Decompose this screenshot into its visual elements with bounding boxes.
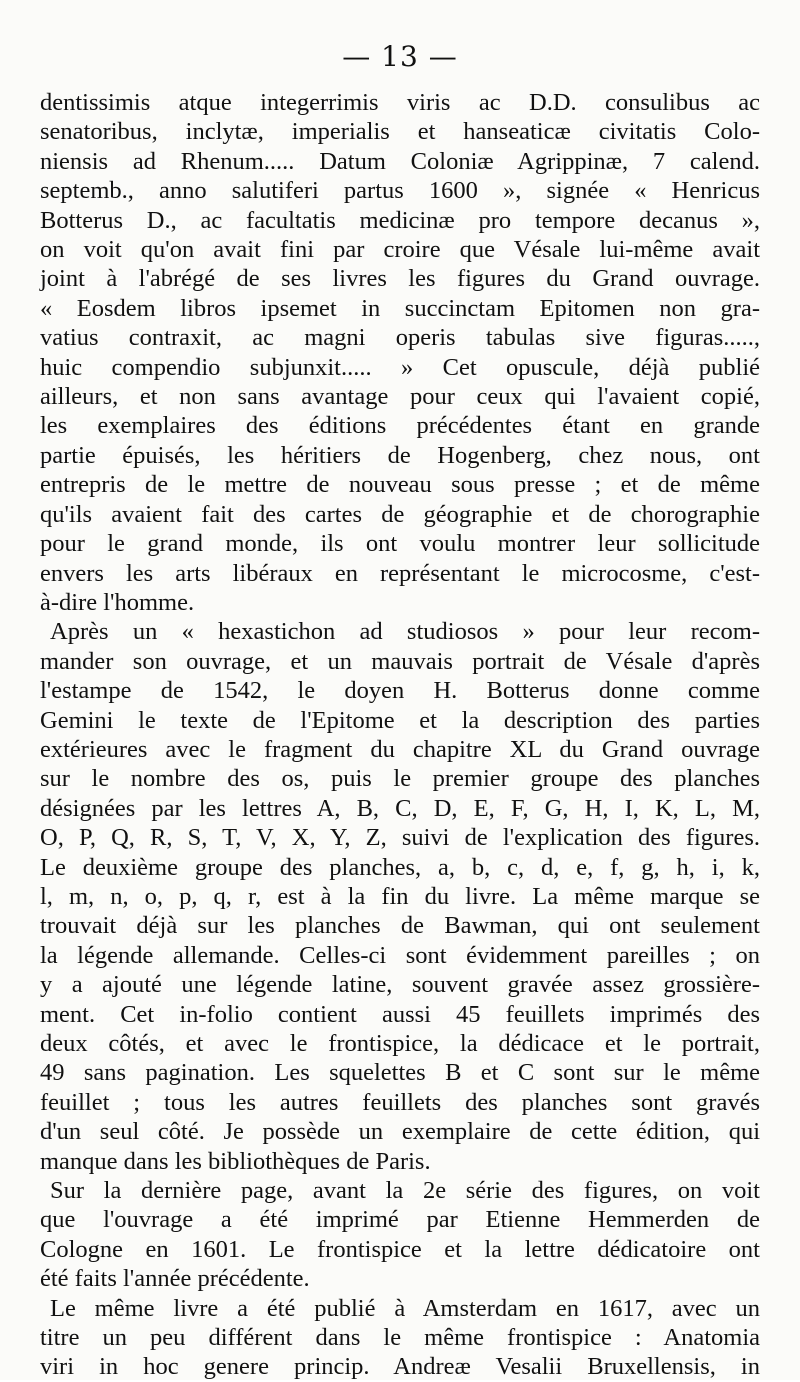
text-line: envers les arts libéraux en représentant le microcosme, c'est- (40, 559, 760, 587)
text-line: la légende allemande. Celles-ci sont évidemment pareilles ; on (40, 941, 760, 969)
text-line: manque dans les bibliothèques de Paris. (40, 1147, 431, 1175)
text-line: y a ajouté une légende latine, souvent gravée assez grossière- (40, 971, 760, 999)
text-line: à-dire l'homme. (40, 588, 195, 616)
text-line: « Eosdem libros ipsemet in succinctam Epitomen non gra- (40, 294, 760, 322)
text-line: deux côtés, et avec le frontispice, la dédicace et le portrait, (40, 1030, 760, 1057)
text-line: viri in hoc genere princip. Andreæ Vesalii Bruxellensis, in (40, 1353, 760, 1381)
text-line: on voit qu'on avait fini par croire que Vésale lui-même avait (40, 236, 760, 264)
text-line: Gemini le texte de l'Epitome et la description des parties (40, 706, 760, 734)
text-line: senatoribus, inclytæ, imperialis et hanseaticæ civitatis Colo- (40, 118, 760, 146)
paragraph-1 (40, 88, 760, 617)
text-line: extérieures avec le fragment du chapitre XL du Grand ouvrage (40, 735, 760, 763)
text-line: O, P, Q, R, S, T, V, X, Y, Z, suivi de l'explication des figures. (40, 824, 760, 852)
text-line: vatius contraxit, ac magni operis tabulas sive figuras....., (40, 324, 760, 352)
body-text (40, 88, 760, 1382)
text-line: niensis ad Rhenum..... Datum Coloniæ Agrippinæ, 7 calend. (40, 147, 760, 175)
text-line: ailleurs, et non sans avantage pour ceux qui l'avaient copié, (40, 383, 760, 411)
text-line: que l'ouvrage a été imprimé par Etienne Hemmerden de (40, 1206, 760, 1234)
text-line: sur le nombre des os, puis le premier groupe des planches (40, 765, 760, 793)
text-line: Le deuxième groupe des planches, a, b, c, d, e, f, g, h, i, k, (40, 853, 760, 881)
text-line: joint à l'abrégé de ses livres les figures du Grand ouvrage. (40, 265, 760, 293)
text-line: été faits l'année précédente. (40, 1265, 310, 1293)
text-line: pour le grand monde, ils ont voulu montrer leur sollicitude (40, 530, 760, 558)
text-line: l, m, n, o, p, q, r, est à la fin du livre. La même marque se (40, 882, 760, 910)
text-line: mander son ouvrage, et un mauvais portrait de Vésale d'après (40, 647, 760, 675)
text-line: titre un peu différent dans le même frontispice : Anatomia (40, 1324, 760, 1352)
text-line: trouvait déjà sur les planches de Bawman, qui ont seulement (40, 912, 760, 940)
paragraph-3 (40, 1176, 760, 1294)
text-line: septemb., anno salutiferi partus 1600 », signée « Henricus (40, 177, 760, 205)
text-line: Après un « hexastichon ad studiosos » pour leur recom- (50, 618, 760, 646)
text-line: l'estampe de 1542, le doyen H. Botterus donne comme (40, 677, 760, 705)
text-line: huic compendio subjunxit..... » Cet opuscule, déjà publié (40, 353, 760, 381)
text-line: les exemplaires des éditions précédentes étant en grande (40, 412, 760, 440)
text-line: ment. Cet in-folio contient aussi 45 feuillets imprimés des (40, 1000, 760, 1028)
paragraph-4 (40, 1294, 760, 1382)
page-number: — 13 — (342, 40, 458, 73)
text-line: Botterus D., ac facultatis medicinæ pro tempore decanus », (40, 206, 760, 234)
text-line: d'un seul côté. Je possède un exemplaire de cette édition, qui (40, 1118, 760, 1146)
text-line: partie épuisés, les héritiers de Hogenberg, chez nous, ont (40, 441, 760, 469)
text-line: 49 sans pagination. Les squelettes B et C sont sur le même (40, 1059, 760, 1087)
text-line: Sur la dernière page, avant la 2e série des figures, on voit (50, 1177, 760, 1205)
text-line: qu'ils avaient fait des cartes de géographie et de chorographie (40, 500, 760, 528)
text-line: feuillet ; tous les autres feuillets des planches sont gravés (40, 1088, 760, 1116)
text-line: dentissimis atque integerrimis viris ac D.D. consulibus ac (40, 89, 760, 116)
text-line: désignées par les lettres A, B, C, D, E, F, G, H, I, K, L, M, (40, 794, 760, 822)
paragraph-2 (40, 617, 760, 1176)
text-line: Le même livre a été publié à Amsterdam en 1617, avec un (50, 1294, 760, 1322)
text-line: entrepris de le mettre de nouveau sous presse ; et de même (40, 471, 760, 499)
text-line: Cologne en 1601. Le frontispice et la lettre dédicatoire ont (40, 1235, 760, 1263)
